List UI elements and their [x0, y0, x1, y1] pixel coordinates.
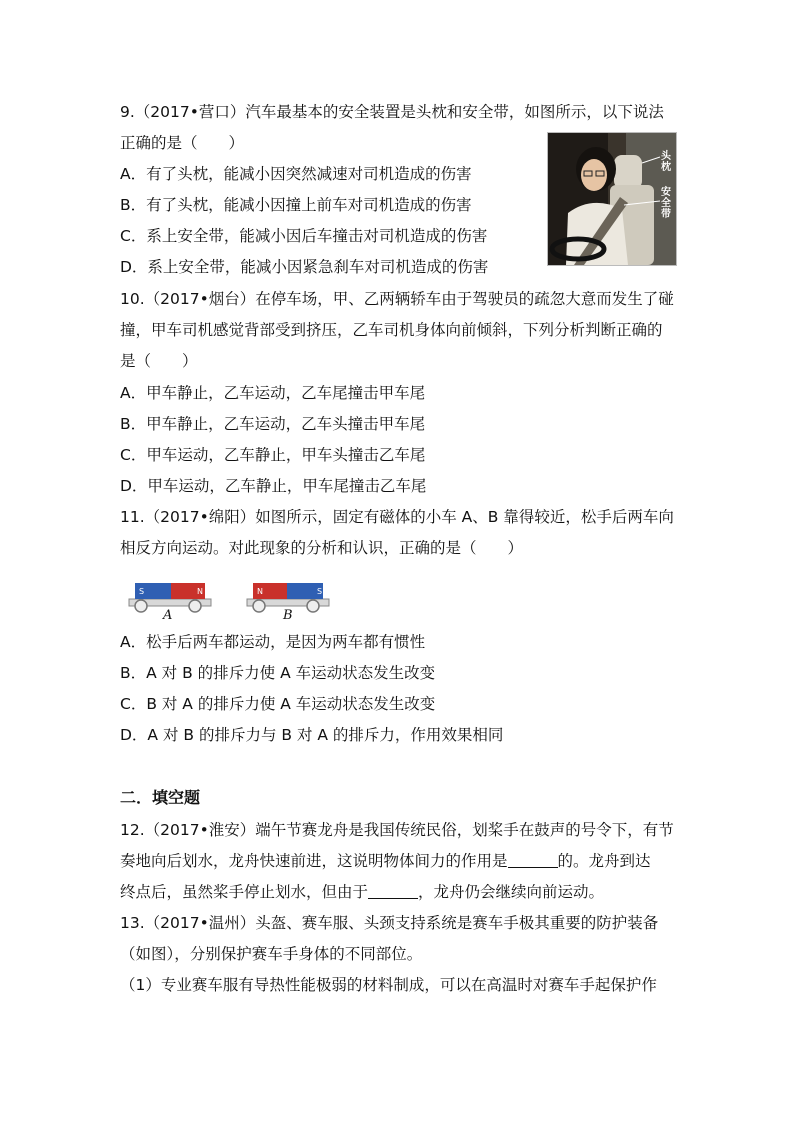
q13-line2: （如图），分别保护赛车手身体的不同部位。 — [120, 945, 423, 963]
q10-option-d: D．甲车运动，乙车静止，甲车尾撞击乙车尾 — [120, 477, 427, 495]
cart-b-left-pole: N — [257, 587, 263, 596]
q12-line2 — [120, 851, 651, 871]
section-heading-fill-in: 二．填空题 — [120, 788, 201, 807]
q10-option-b: B．甲车静止，乙车运动，乙车头撞击甲车尾 — [120, 415, 426, 433]
q11-option-a: A．松手后两车都运动，是因为两车都有惯性 — [120, 633, 426, 651]
q11-stem-line1: 11.（2017•绵阳）如图所示，固定有磁体的小车 A、B 靠得较近，松手后两车向 — [120, 508, 674, 526]
q11-option-c: C．B 对 A 的排斥力使 A 车运动状态发生改变 — [120, 695, 436, 713]
cart-a-label: A — [163, 608, 173, 623]
q11-option-d: D．A 对 B 的排斥力与 B 对 A 的排斥力，作用效果相同 — [120, 726, 504, 744]
magnet-carts-illustration — [125, 575, 345, 625]
q13-line3: （1）专业赛车服有导热性能极弱的材料制成，可以在高温时对赛车手起保护作 — [120, 976, 657, 994]
q12-line1: 12.（2017•淮安）端午节赛龙舟是我国传统民俗，划桨手在鼓声的号令下，有节 — [120, 821, 674, 839]
q10-stem-line2: 撞，甲车司机感觉背部受到挤压，乙车司机身体向前倾斜，下列分析判断正确的 — [120, 321, 663, 339]
q9-option-d: D．系上安全带，能减小因紧急刹车对司机造成的伤害 — [120, 258, 489, 276]
seatbelt-label: 安全带 — [661, 187, 671, 220]
q12-line2-text-a: 奏地向后划水，龙舟快速前进，这说明物体间力的作用是 — [120, 852, 508, 870]
q12-line3-text-b: ，龙舟仍会继续向前运动。 — [418, 883, 605, 901]
q10-option-a: A．甲车静止，乙车运动，乙车尾撞击甲车尾 — [120, 384, 426, 402]
cart-a-right-pole: N — [197, 587, 203, 596]
cart-b-right-pole: S — [317, 587, 323, 596]
q11-stem-line2: 相反方向运动。对此现象的分析和认识，正确的是（ ） — [120, 539, 524, 557]
q10-option-c: C．甲车运动，乙车静止，甲车头撞击乙车尾 — [120, 446, 426, 464]
headrest-label: 头枕 — [661, 151, 671, 173]
q9-option-a: A．有了头枕，能减小因突然减速对司机造成的伤害 — [120, 165, 472, 183]
q12-line2-text-b: 的。龙舟到达 — [557, 852, 651, 870]
q11-option-b: B．A 对 B 的排斥力使 A 车运动状态发生改变 — [120, 664, 436, 682]
q9-driver-photo — [547, 132, 677, 266]
driver-seatbelt-illustration — [548, 133, 676, 265]
q10-stem-line3: 是（ ） — [120, 352, 198, 370]
q12-line3-text-a: 终点后，虽然桨手停止划水，但由于 — [120, 883, 369, 901]
q13-line1: 13.（2017•温州）头盔、赛车服、头颈支持系统是赛车手极其重要的防护装备 — [120, 914, 659, 932]
q12-line3 — [120, 882, 604, 902]
q9-stem-line2: 正确的是（ ） — [120, 134, 245, 152]
q9-option-c: C．系上安全带，能减小因后车撞击对司机造成的伤害 — [120, 227, 488, 245]
q11-magnet-carts-figure — [125, 575, 345, 625]
q12-blank-1[interactable] — [508, 851, 558, 868]
q9-stem-line1: 9.（2017•营口）汽车最基本的安全装置是头枕和安全带，如图所示，以下说法 — [120, 103, 664, 121]
q9-option-b: B．有了头枕，能减小因撞上前车对司机造成的伤害 — [120, 196, 472, 214]
cart-b-label: B — [283, 608, 293, 623]
cart-a-left-pole: S — [139, 587, 145, 596]
q10-stem-line1: 10.（2017•烟台）在停车场，甲、乙两辆轿车由于驾驶员的疏忽大意而发生了碰 — [120, 290, 674, 308]
q12-blank-2[interactable] — [368, 882, 418, 899]
